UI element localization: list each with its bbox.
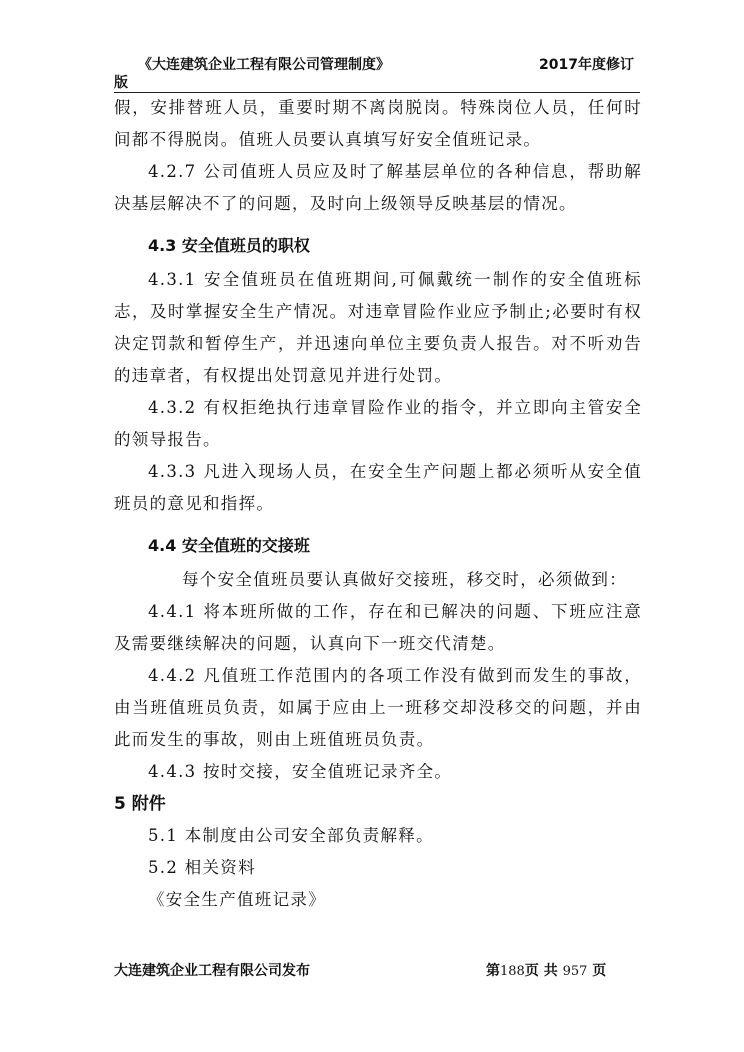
footer-page-mid: 页 共	[524, 963, 558, 979]
header-revision-suffix: 版	[114, 75, 128, 91]
footer-publisher: 大连建筑企业工程有限公司发布	[114, 963, 310, 979]
paragraph: 4.4.1 将本班所做的工作，存在和已解决的问题、下班应注意及需要继续解决的问题，认真向下一班交代清楚。	[114, 602, 642, 653]
paragraph: 5.1 本制度由公司安全部负责解释。	[148, 826, 434, 845]
paragraph: 5.2 相关资料	[148, 858, 256, 877]
paragraph: 《安全生产值班记录》	[148, 890, 326, 909]
footer-total-pages: 957	[562, 964, 588, 979]
footer-page-number: 188	[500, 964, 525, 979]
footer-page-info	[486, 960, 606, 980]
paragraph-continued: 假，安排替班人员，重要时期不离岗脱岗。特殊岗位人员，任何时间都不得脱岗。值班人员要认真填写好安全值班记录。	[114, 98, 642, 149]
header-title: 《大连建筑企业工程有限公司管理制度》	[138, 57, 390, 73]
paragraph: 每个安全值班员要认真做好交接班，移交时，必须做到：	[182, 570, 627, 589]
paragraph: 4.3.3 凡进入现场人员，在安全生产问题上都必须听从安全值班员的意见和指挥。	[114, 462, 642, 513]
paragraph: 4.3.2 有权拒绝执行违章冒险作业的指令，并立即向主管安全的领导报告。	[114, 398, 642, 449]
paragraph: 4.4.3 按时交接，安全值班记录齐全。	[148, 762, 453, 781]
paragraph: 4.3.1 安全值班员在值班期间,可佩戴统一制作的安全值班标志，及时掌握安全生产情况。对违章冒险作业应予制止;必要时有权决定罚款和暂停生产，并迅速向单位主要负责人报告。对不听劝告的违章者，有权提出处罚意见并进行处罚。	[114, 270, 642, 385]
header-revision: 2017年度修订	[539, 57, 634, 73]
page-header	[114, 52, 640, 93]
subsection-heading: 4.4 安全值班的交接班	[148, 536, 310, 555]
paragraph: 4.2.7 公司值班人员应及时了解基层单位的各种信息，帮助解决基层解决不了的问题，及时向上级领导反映基层的情况。	[114, 162, 642, 213]
subsection-heading: 4.3 安全值班员的职权	[148, 236, 310, 255]
footer-page-prefix: 第	[486, 963, 500, 979]
footer-page-suffix: 页	[592, 963, 607, 979]
paragraph: 4.4.2 凡值班工作范围内的各项工作没有做到而发生的事故，由当班值班员负责，如属于应由上一班移交却没移交的问题，并由此而发生的事故，则由上班值班员负责。	[114, 666, 642, 749]
document-body	[114, 92, 642, 916]
section-heading: 5 附件	[114, 794, 166, 814]
